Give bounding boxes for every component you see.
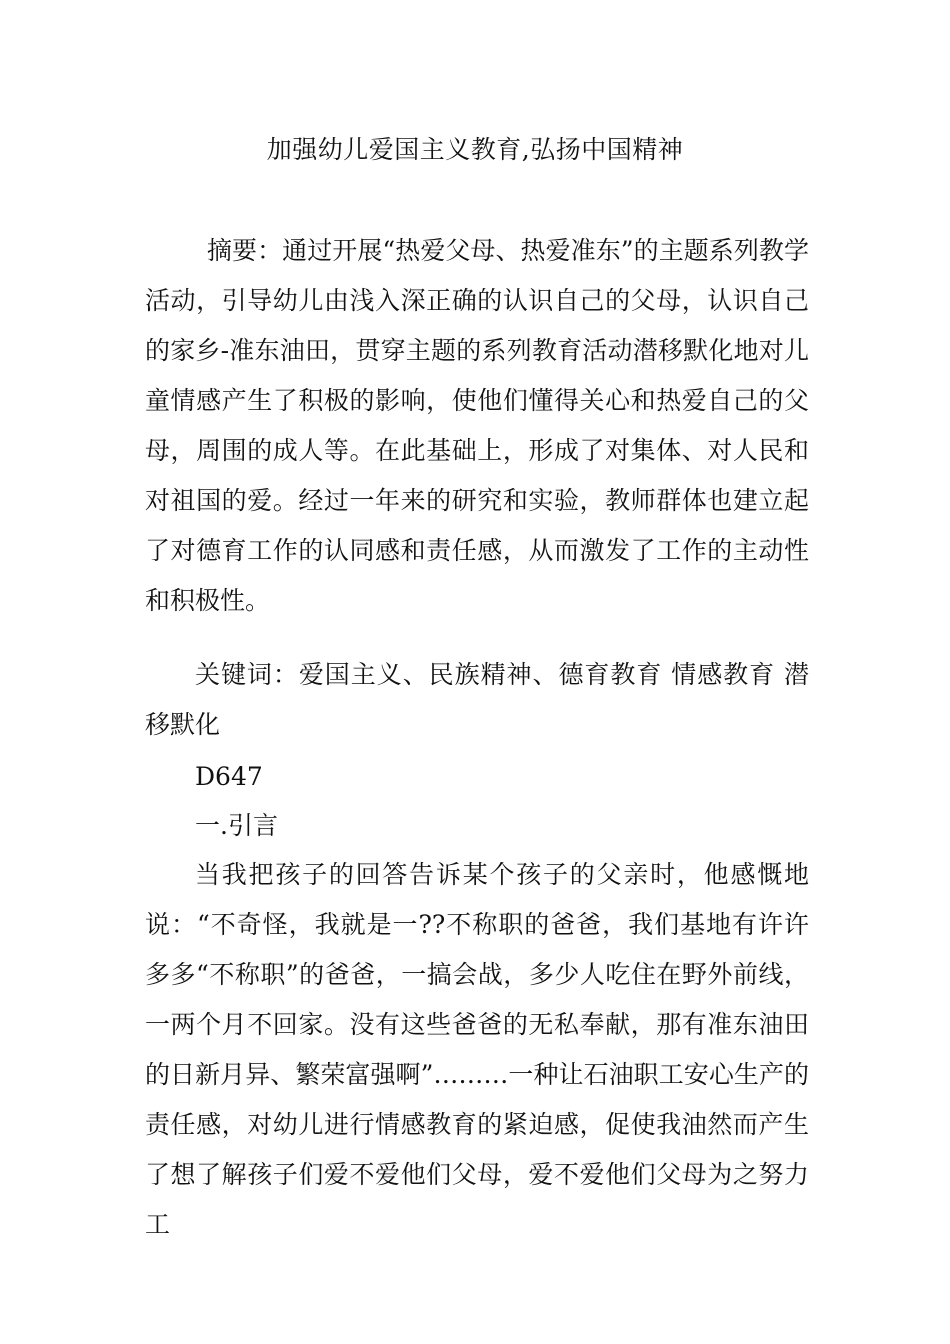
body-paragraph: 当我把孩子的回答告诉某个孩子的父亲时，他感慨地说：“不奇怪，我就是一??不称职的爸爸，我们基地有许许多多“不称职”的爸爸，一搞会战，多少人吃住在野外前线，一两个月不回家。没有这些爸爸的无私奉献，那有准东油田的日新月异、繁荣富强啊”………一种让石油职工安心生产的责任感，对幼儿进行情感教育的紧迫感，促使我油然而产生了想了解孩子们爱不爱他们父母，爱不爱他们父母为之努力工 — [145, 860, 809, 1239]
keywords-paragraph: 关键词：爱国主义、民族精神、德育教育 情感教育 潜移默化 — [145, 660, 809, 739]
classification-code: D647 — [195, 762, 263, 791]
section-heading: 一.引言 — [195, 811, 278, 840]
document-title: 加强幼儿爱国主义教育,弘扬中国精神 — [266, 135, 684, 164]
abstract-paragraph: 摘要：通过开展“热爱父母、热爱准东”的主题系列教学活动，引导幼儿由浅入深正确的认识自己的父母，认识自己的家乡-准东油田，贯穿主题的系列教育活动潜移默化地对儿童情感产生了积极的影响，使他们懂得关心和热爱自己的父母，周围的成人等。在此基础上，形成了对集体、对人民和对祖国的爱。经过一年来的研究和实验，教师群体也建立起了对德育工作的认同感和责任感，从而激发了工作的主动性和积极性。 — [145, 236, 809, 615]
